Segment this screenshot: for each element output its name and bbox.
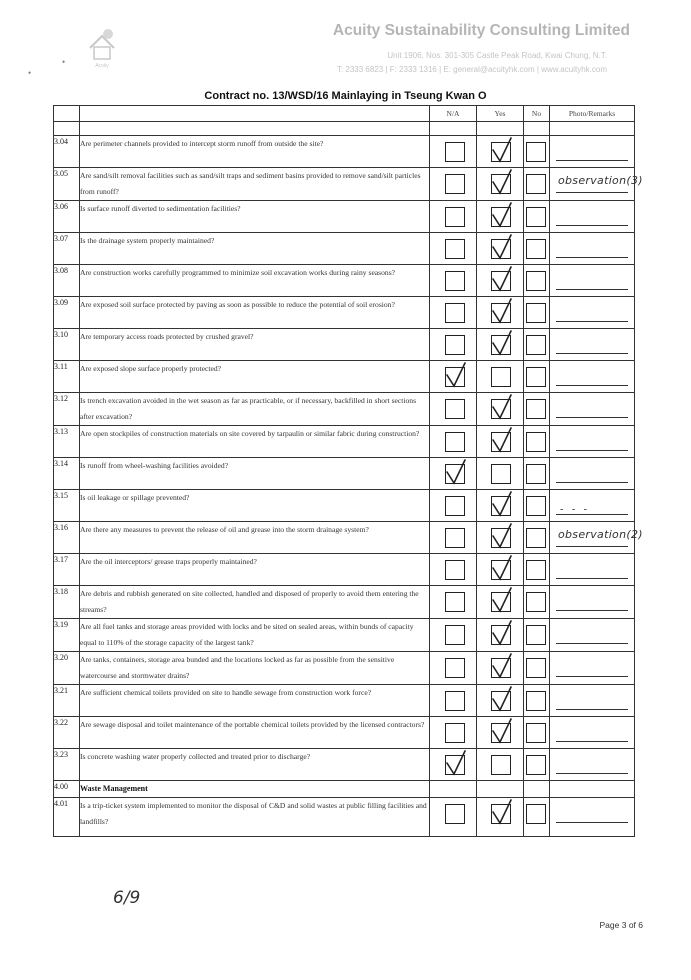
table-row [54, 426, 635, 458]
na-cell [430, 233, 477, 265]
item-number: 3.17 [54, 554, 80, 586]
na-checkbox[interactable] [445, 432, 465, 452]
yes-checkbox[interactable] [491, 560, 511, 580]
remarks-line [556, 450, 628, 451]
yes-cell [477, 201, 524, 233]
na-checkbox[interactable] [445, 804, 465, 824]
question-text: Is oil leakage or spillage prevented? [80, 490, 430, 522]
na-checkbox[interactable] [445, 691, 465, 711]
no-checkbox[interactable] [526, 367, 546, 387]
item-number: 3.11 [54, 361, 80, 393]
no-cell [524, 619, 550, 652]
yes-checkbox[interactable] [491, 592, 511, 612]
na-cell [430, 361, 477, 393]
yes-checkbox[interactable] [491, 464, 511, 484]
yes-cell [477, 749, 524, 781]
no-cell [524, 233, 550, 265]
no-cell [524, 458, 550, 490]
yes-cell [477, 717, 524, 749]
na-checkbox[interactable] [445, 658, 465, 678]
yes-checkbox[interactable] [491, 142, 511, 162]
question-text: Are exposed soil surface protected by paving as soon as possible to reduce the potential of soil erosion? [80, 297, 430, 329]
handwritten-remark: observation(2) [558, 528, 643, 541]
item-number: 3.07 [54, 233, 80, 265]
question-text: Are there any measures to prevent the release of oil and grease into the storm drainage system? [80, 522, 430, 554]
yes-cell [477, 265, 524, 297]
table-row [54, 233, 635, 265]
no-checkbox[interactable] [526, 723, 546, 743]
yes-checkbox[interactable] [491, 625, 511, 645]
yes-cell [477, 329, 524, 361]
table-row [54, 619, 635, 652]
item-number: 3.10 [54, 329, 80, 361]
no-cell [524, 297, 550, 329]
no-checkbox[interactable] [526, 303, 546, 323]
yes-cell [477, 458, 524, 490]
yes-cell [477, 685, 524, 717]
empty-cell [524, 781, 550, 798]
checkmark-icon [491, 426, 515, 454]
no-checkbox[interactable] [526, 691, 546, 711]
remarks-line [556, 741, 628, 742]
item-number: 3.12 [54, 393, 80, 426]
table-header-row [54, 106, 635, 122]
no-cell [524, 168, 550, 201]
handwritten-signature: 6/9 [113, 888, 141, 908]
question-text: Is concrete washing water properly collected and treated prior to discharge? [80, 749, 430, 781]
no-cell [524, 798, 550, 837]
yes-checkbox[interactable] [491, 399, 511, 419]
item-number: 3.09 [54, 297, 80, 329]
photo-remarks-cell [550, 265, 635, 297]
question-text: Is a trip-ticket system implemented to monitor the disposal of C&D and solid wastes at public filling facilities and landfills? [80, 798, 430, 837]
item-number: 3.15 [54, 490, 80, 522]
na-cell [430, 798, 477, 837]
remarks-line [556, 225, 628, 226]
table-row [54, 749, 635, 781]
no-checkbox[interactable] [526, 271, 546, 291]
item-number: 3.14 [54, 458, 80, 490]
table-row [54, 297, 635, 329]
photo-remarks-cell [550, 458, 635, 490]
yes-checkbox[interactable] [491, 432, 511, 452]
checkmark-icon [491, 490, 515, 518]
item-number: 3.08 [54, 265, 80, 297]
table-row [54, 490, 635, 522]
photo-remarks-cell [550, 798, 635, 837]
handwritten-remark: observation(3) [558, 174, 643, 187]
table-row [54, 168, 635, 201]
empty-cell [550, 781, 635, 798]
yes-checkbox[interactable] [491, 271, 511, 291]
photo-remarks-cell [550, 717, 635, 749]
no-checkbox[interactable] [526, 560, 546, 580]
spacer-row [54, 122, 635, 136]
yes-cell [477, 393, 524, 426]
na-cell [430, 619, 477, 652]
na-checkbox[interactable] [445, 464, 465, 484]
photo-remarks-cell [550, 233, 635, 265]
no-cell [524, 136, 550, 168]
table-row [54, 136, 635, 168]
no-checkbox[interactable] [526, 804, 546, 824]
table-row [54, 329, 635, 361]
no-cell [524, 522, 550, 554]
checkmark-icon [491, 619, 515, 647]
yes-cell [477, 652, 524, 685]
checkmark-icon [445, 361, 469, 389]
yes-checkbox[interactable] [491, 303, 511, 323]
na-cell [430, 652, 477, 685]
header-no [54, 106, 80, 122]
company-address: Unit 1906, Nos. 301-305 Castle Peak Road, Kwai Chung, N.T. [387, 51, 607, 60]
yes-checkbox[interactable] [491, 755, 511, 775]
no-cell [524, 201, 550, 233]
photo-remarks-cell [550, 749, 635, 781]
empty-cell [430, 781, 477, 798]
yes-checkbox[interactable] [491, 528, 511, 548]
yes-cell [477, 361, 524, 393]
yes-cell [477, 426, 524, 458]
item-number: 3.06 [54, 201, 80, 233]
checkmark-icon [491, 393, 515, 421]
na-cell [430, 168, 477, 201]
na-cell [430, 685, 477, 717]
checkmark-icon [491, 265, 515, 293]
remarks-line [556, 385, 628, 386]
na-checkbox[interactable] [445, 207, 465, 227]
checkmark-icon [491, 329, 515, 357]
item-number: 3.21 [54, 685, 80, 717]
table-row [54, 685, 635, 717]
photo-remarks-cell [550, 393, 635, 426]
table-row [54, 265, 635, 297]
no-checkbox[interactable] [526, 658, 546, 678]
na-checkbox[interactable] [445, 755, 465, 775]
na-checkbox[interactable] [445, 303, 465, 323]
no-checkbox[interactable] [526, 399, 546, 419]
na-checkbox[interactable] [445, 367, 465, 387]
question-text: Are sufficient chemical toilets provided on site to handle sewage from construction work force? [80, 685, 430, 717]
header-yes: Yes [477, 106, 524, 122]
photo-remarks-cell [550, 201, 635, 233]
photo-remarks-cell [550, 652, 635, 685]
table-row [54, 522, 635, 554]
no-checkbox[interactable] [526, 496, 546, 516]
na-checkbox[interactable] [445, 142, 465, 162]
yes-checkbox[interactable] [491, 658, 511, 678]
item-number: 3.22 [54, 717, 80, 749]
company-contacts: T: 2333 6823 | F: 2333 1316 | E: general@acuityhk.com | www.acuityhk.com [336, 65, 607, 74]
na-checkbox[interactable] [445, 560, 465, 580]
page-title: Contract no. 13/WSD/16 Mainlaying in Tseung Kwan O [204, 90, 487, 102]
item-number: 3.16 [54, 522, 80, 554]
na-checkbox[interactable] [445, 592, 465, 612]
checkmark-icon [491, 586, 515, 614]
na-checkbox[interactable] [445, 625, 465, 645]
no-cell [524, 490, 550, 522]
checkmark-icon [445, 749, 469, 777]
checklist-table [53, 105, 643, 837]
remarks-line [556, 417, 628, 418]
yes-checkbox[interactable] [491, 723, 511, 743]
na-cell [430, 393, 477, 426]
na-checkbox[interactable] [445, 496, 465, 516]
yes-cell [477, 554, 524, 586]
na-cell [430, 554, 477, 586]
na-checkbox[interactable] [445, 399, 465, 419]
question-text: Are sewage disposal and toilet maintenance of the portable chemical toilets provided by the licensed contractors? [80, 717, 430, 749]
question-text: Is runoff from wheel-washing facilities avoided? [80, 458, 430, 490]
no-cell [524, 393, 550, 426]
checkmark-icon [491, 522, 515, 550]
na-cell [430, 329, 477, 361]
no-cell [524, 426, 550, 458]
na-cell [430, 749, 477, 781]
table-row [54, 717, 635, 749]
no-cell [524, 586, 550, 619]
remarks-line [556, 578, 628, 579]
remarks-line [556, 192, 628, 193]
yes-cell [477, 490, 524, 522]
question-text: Are construction works carefully programmed to minimize soil excavation works during rainy seasons? [80, 265, 430, 297]
checkmark-icon [491, 201, 515, 229]
table-row [54, 586, 635, 619]
yes-checkbox[interactable] [491, 804, 511, 824]
na-cell [430, 201, 477, 233]
na-checkbox[interactable] [445, 335, 465, 355]
handwritten-remark: - - - [560, 504, 590, 515]
yes-checkbox[interactable] [491, 367, 511, 387]
na-checkbox[interactable] [445, 271, 465, 291]
photo-remarks-cell [550, 685, 635, 717]
no-checkbox[interactable] [526, 592, 546, 612]
section-heading: Waste Management [80, 781, 430, 798]
scan-mark: • [28, 68, 32, 78]
item-number: 3.04 [54, 136, 80, 168]
yes-checkbox[interactable] [491, 335, 511, 355]
no-cell [524, 717, 550, 749]
checkmark-icon [491, 717, 515, 745]
empty-cell [477, 781, 524, 798]
na-cell [430, 717, 477, 749]
photo-remarks-cell [550, 168, 643, 201]
remarks-line [556, 773, 628, 774]
yes-checkbox[interactable] [491, 691, 511, 711]
company-logo-icon [72, 22, 132, 74]
yes-checkbox[interactable] [491, 174, 511, 194]
no-checkbox[interactable] [526, 207, 546, 227]
yes-checkbox[interactable] [491, 239, 511, 259]
question-text: Are perimeter channels provided to intercept storm runoff from outside the site? [80, 136, 430, 168]
table-row [54, 652, 635, 685]
header-no-answer: No [524, 106, 550, 122]
remarks-line [556, 160, 628, 161]
photo-remarks-cell [550, 136, 635, 168]
na-cell [430, 265, 477, 297]
question-text: Is trench excavation avoided in the wet season as far as practicable, or if necessary, backfilled in short sections after excavation? [80, 393, 430, 426]
yes-cell [477, 233, 524, 265]
na-cell [430, 490, 477, 522]
remarks-line [556, 321, 628, 322]
na-cell [430, 586, 477, 619]
table-row [54, 458, 635, 490]
header-question [80, 106, 430, 122]
photo-remarks-cell [550, 297, 635, 329]
yes-cell [477, 136, 524, 168]
header-na: N/A [430, 106, 477, 122]
question-text: Are temporary access roads protected by crushed gravel? [80, 329, 430, 361]
yes-cell [477, 522, 524, 554]
remarks-line [556, 482, 628, 483]
na-checkbox[interactable] [445, 174, 465, 194]
no-checkbox[interactable] [526, 239, 546, 259]
page-number: Page 3 of 6 [599, 920, 643, 930]
svg-text:Acuity: Acuity [95, 63, 109, 69]
remarks-line [556, 257, 628, 258]
no-cell [524, 685, 550, 717]
photo-remarks-cell [550, 554, 635, 586]
no-checkbox[interactable] [526, 335, 546, 355]
section-row [54, 781, 635, 798]
checkmark-icon [491, 798, 515, 826]
remarks-line [556, 643, 628, 644]
no-checkbox[interactable] [526, 174, 546, 194]
checkmark-icon [491, 652, 515, 680]
yes-checkbox[interactable] [491, 496, 511, 516]
na-checkbox[interactable] [445, 239, 465, 259]
no-cell [524, 361, 550, 393]
item-number: 3.05 [54, 168, 80, 201]
no-cell [524, 749, 550, 781]
scan-mark: • [62, 57, 66, 67]
remarks-line [556, 546, 628, 547]
table-row [54, 393, 635, 426]
yes-checkbox[interactable] [491, 207, 511, 227]
no-checkbox[interactable] [526, 464, 546, 484]
question-text: Are all fuel tanks and storage areas provided with locks and be sited on sealed areas, within bunds of capacity equal to 110% of the storage capacity of the largest tank? [80, 619, 430, 652]
photo-remarks-cell [550, 329, 635, 361]
checkmark-icon [491, 554, 515, 582]
checkmark-icon [491, 297, 515, 325]
na-cell [430, 458, 477, 490]
table-row [54, 361, 635, 393]
no-cell [524, 329, 550, 361]
question-text: Are tanks, containers, storage area bunded and the locations locked as far as possible from the sensitive watercourse and stormwater drains? [80, 652, 430, 685]
yes-cell [477, 798, 524, 837]
yes-cell [477, 586, 524, 619]
checkmark-icon [445, 458, 469, 486]
na-cell [430, 522, 477, 554]
question-text: Is the drainage system properly maintained? [80, 233, 430, 265]
no-checkbox[interactable] [526, 755, 546, 775]
question-text: Are sand/silt removal facilities such as sand/silt traps and sediment basins provided to remove sand/silt particles from runoff? [80, 168, 430, 201]
item-number: 4.01 [54, 798, 80, 837]
table-row [54, 554, 635, 586]
no-cell [524, 554, 550, 586]
na-cell [430, 426, 477, 458]
header-remarks: Photo/Remarks [550, 106, 635, 122]
table-row [54, 798, 635, 837]
remarks-line [556, 289, 628, 290]
no-cell [524, 265, 550, 297]
question-text: Are exposed slope surface properly protected? [80, 361, 430, 393]
yes-cell [477, 297, 524, 329]
remarks-line [556, 676, 628, 677]
question-text: Are the oil interceptors/ grease traps properly maintained? [80, 554, 430, 586]
checkmark-icon [491, 233, 515, 261]
item-number: 3.23 [54, 749, 80, 781]
checkmark-icon [491, 168, 515, 196]
photo-remarks-cell [550, 490, 635, 522]
photo-remarks-cell [550, 619, 635, 652]
item-number: 3.13 [54, 426, 80, 458]
no-checkbox[interactable] [526, 528, 546, 548]
table-row [54, 201, 635, 233]
remarks-line [556, 353, 628, 354]
no-checkbox[interactable] [526, 432, 546, 452]
item-number: 3.20 [54, 652, 80, 685]
checkmark-icon [491, 136, 515, 164]
na-checkbox[interactable] [445, 723, 465, 743]
na-cell [430, 136, 477, 168]
remarks-line [556, 709, 628, 710]
company-name: Acuity Sustainability Consulting Limited [332, 22, 630, 39]
na-cell [430, 297, 477, 329]
na-checkbox[interactable] [445, 528, 465, 548]
item-number: 3.18 [54, 586, 80, 619]
question-text: Are debris and rubbish generated on site collected, handled and disposed of properly to avoid them entering the streams? [80, 586, 430, 619]
remarks-line [556, 822, 628, 823]
item-number: 3.19 [54, 619, 80, 652]
question-text: Is surface runoff diverted to sedimentation facilities? [80, 201, 430, 233]
checkmark-icon [491, 685, 515, 713]
yes-cell [477, 168, 524, 201]
no-checkbox[interactable] [526, 142, 546, 162]
no-checkbox[interactable] [526, 625, 546, 645]
photo-remarks-cell [550, 522, 643, 554]
item-number: 4.00 [54, 781, 80, 798]
remarks-line [556, 610, 628, 611]
yes-cell [477, 619, 524, 652]
question-text: Are open stockpiles of construction materials on site covered by tarpaulin or similar fabric during construction? [80, 426, 430, 458]
photo-remarks-cell [550, 586, 635, 619]
no-cell [524, 652, 550, 685]
photo-remarks-cell [550, 361, 635, 393]
photo-remarks-cell [550, 426, 635, 458]
